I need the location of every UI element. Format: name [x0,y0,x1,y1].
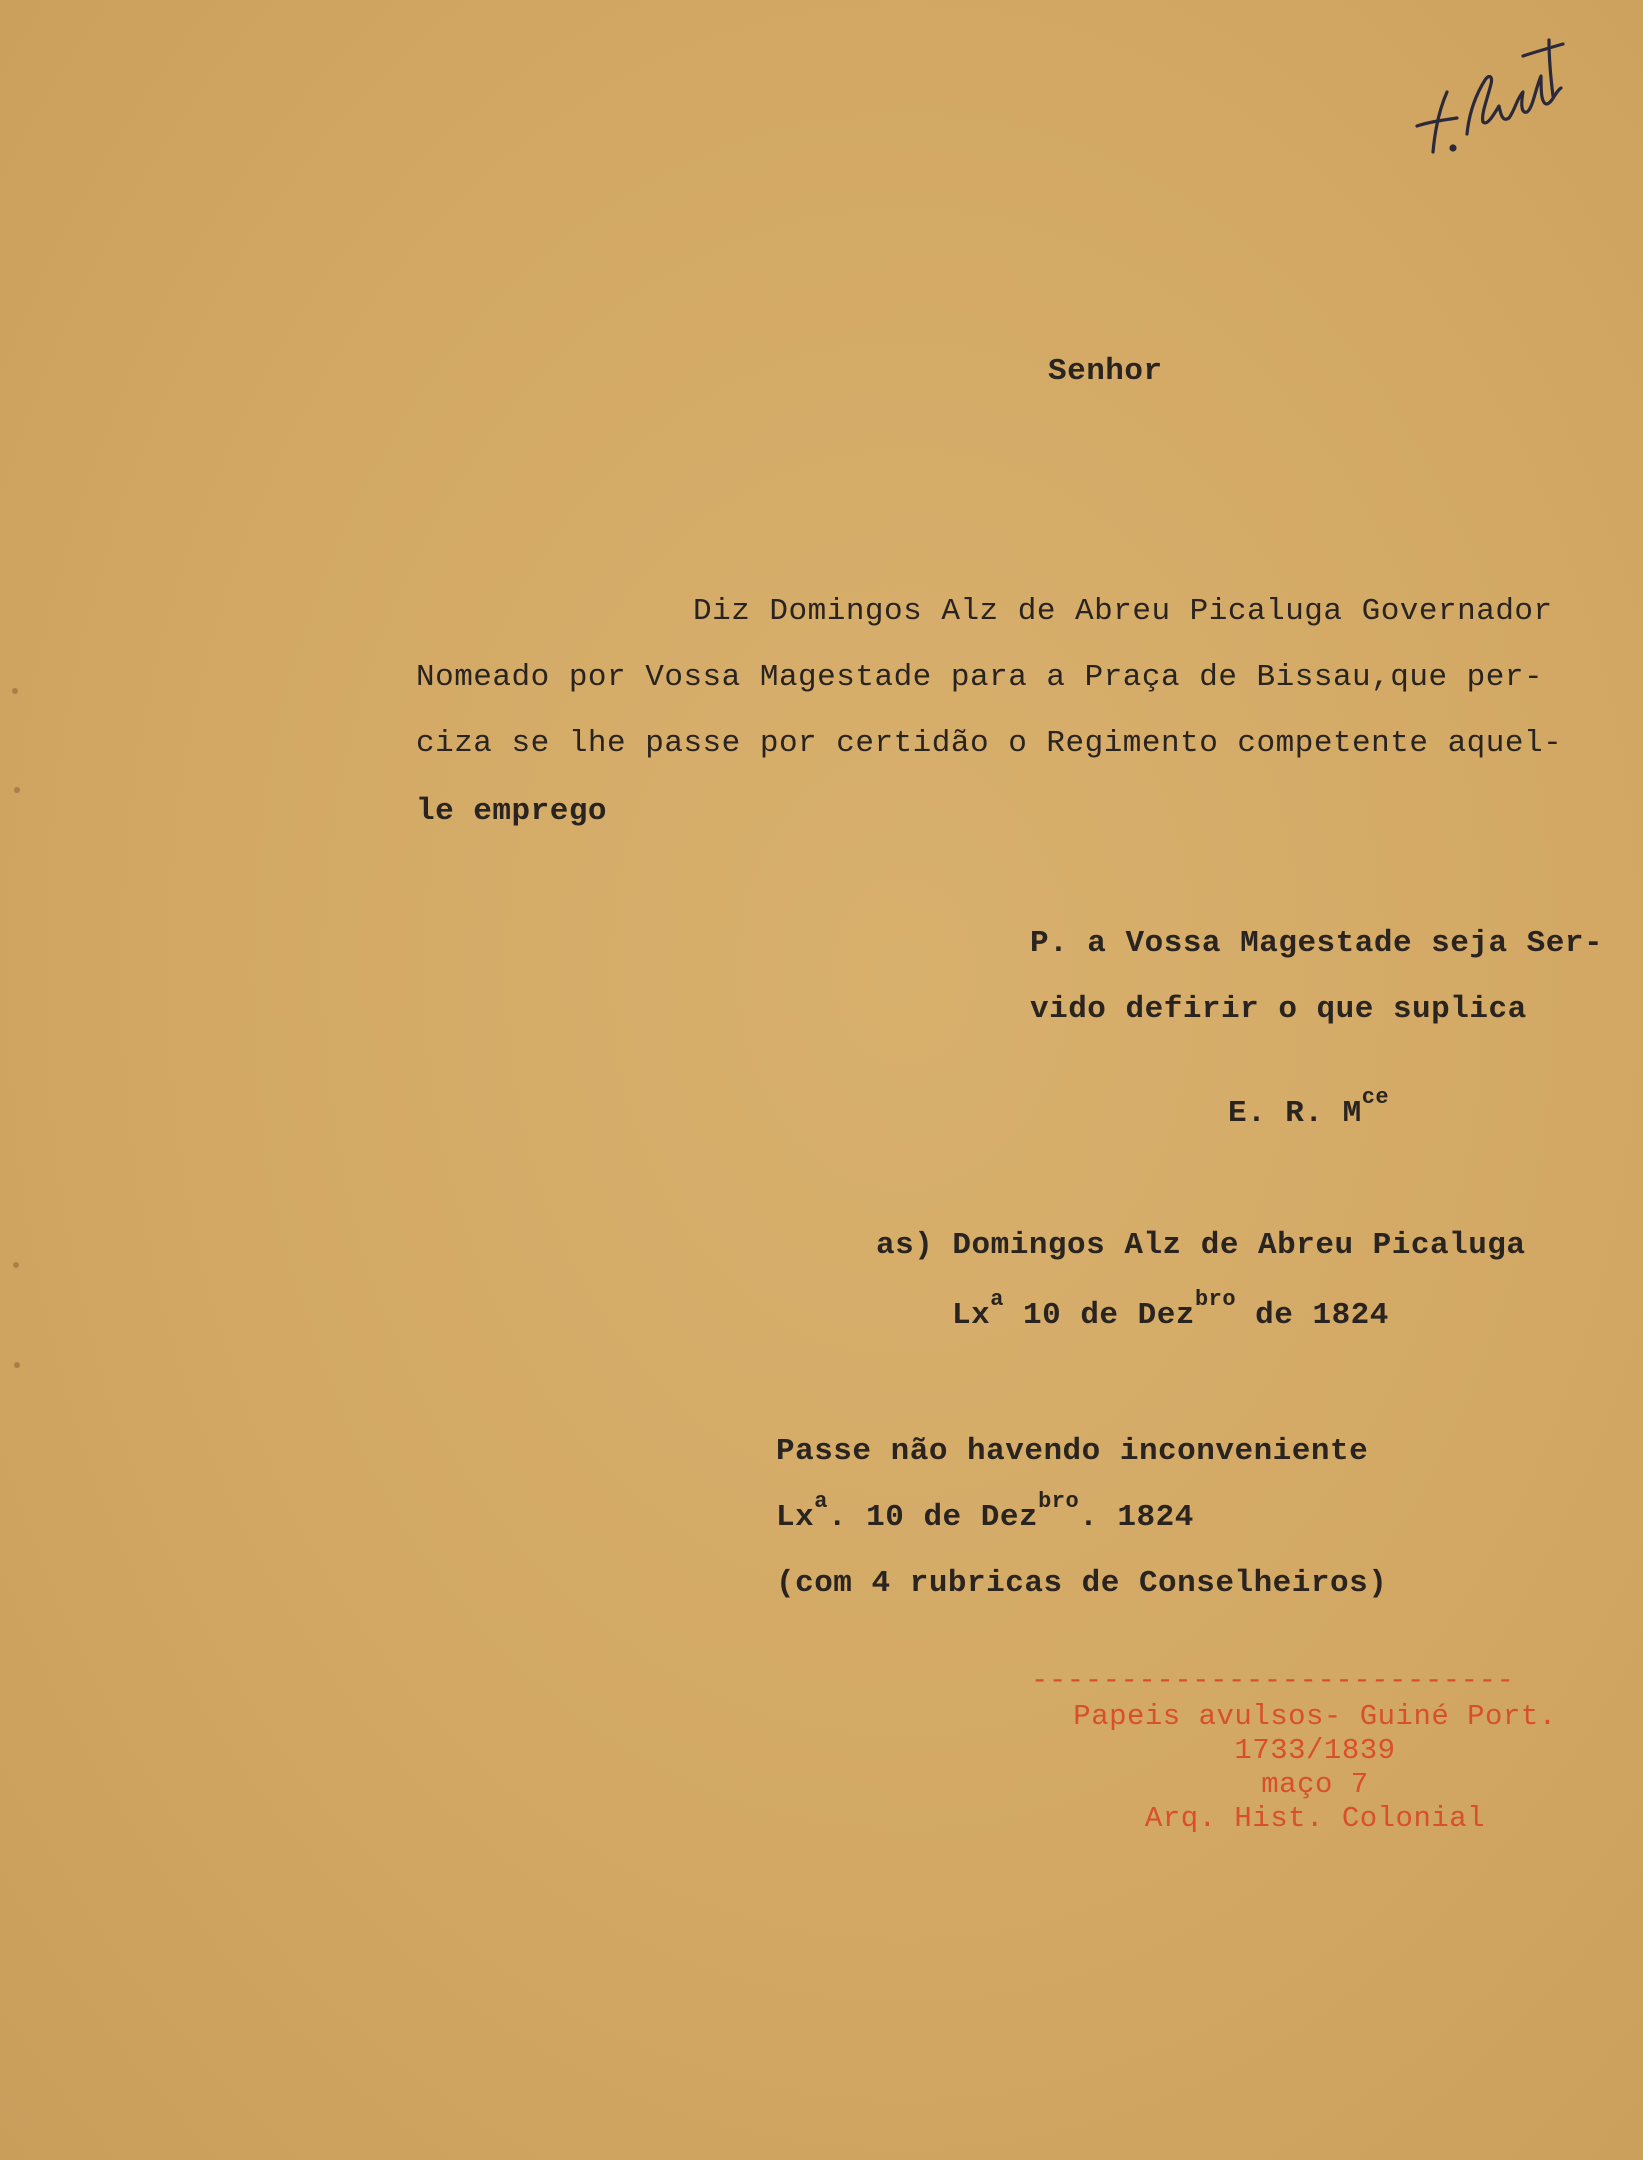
date-sup: a [990,1287,1004,1312]
archive-line: Arq. Hist. Colonial [1144,1802,1486,1835]
date-text: 1824 [1098,1500,1194,1535]
handwritten-signature [1395,30,1595,170]
closing-sup: ce [1361,1085,1390,1110]
date-sup: bro [1038,1489,1080,1514]
body-line: le emprego [416,794,608,829]
dispatch-line: Passe não havendo inconveniente [776,1434,1369,1469]
margin-mark [14,787,20,793]
archive-line: maço 7 [1261,1768,1369,1801]
margin-mark [14,1362,20,1368]
archive-line: Papeis avulsos- Guiné Port. [1073,1700,1557,1733]
body-line: Nomeado por Vossa Magestade para a Praça de Bissau,que per- [416,660,1544,695]
dispatch-line: (com 4 rubricas de Conselheiros) [776,1566,1388,1601]
date-text: 10 de Dez [847,1500,1039,1535]
date-sup: a [814,1489,828,1514]
date-text: 10 de Dez [1003,1298,1195,1333]
date-sup: bro [1194,1287,1237,1312]
date-text: Lx [952,1298,991,1333]
dispatch-date [776,1489,1194,1540]
margin-mark [12,688,18,694]
closing-text: E. R. M [1228,1096,1362,1131]
petition-line: vido defirir o que suplica [1030,992,1527,1027]
date-text: Lx [776,1500,815,1535]
margin-mark [13,1262,19,1268]
date-text: de 1824 [1236,1298,1389,1333]
date-text: . [1079,1500,1099,1535]
archive-line: 1733/1839 [1234,1734,1396,1767]
archive-stamp [1025,1700,1605,1836]
signed-date [952,1287,1389,1338]
closing-formula [1228,1085,1390,1136]
petition-line: P. a Vossa Magestade seja Ser- [1030,926,1604,961]
body-line: ciza se lhe passe por certidão o Regimento competente aquel- [416,726,1563,761]
archive-rule: --------------------------- [1031,1664,1515,1697]
body-line: Diz Domingos Alz de Abreu Picaluga Governador [693,594,1553,629]
salutation: Senhor [1048,354,1163,389]
signed-name: as) Domingos Alz de Abreu Picaluga [876,1228,1526,1263]
date-text: . [827,1500,848,1535]
